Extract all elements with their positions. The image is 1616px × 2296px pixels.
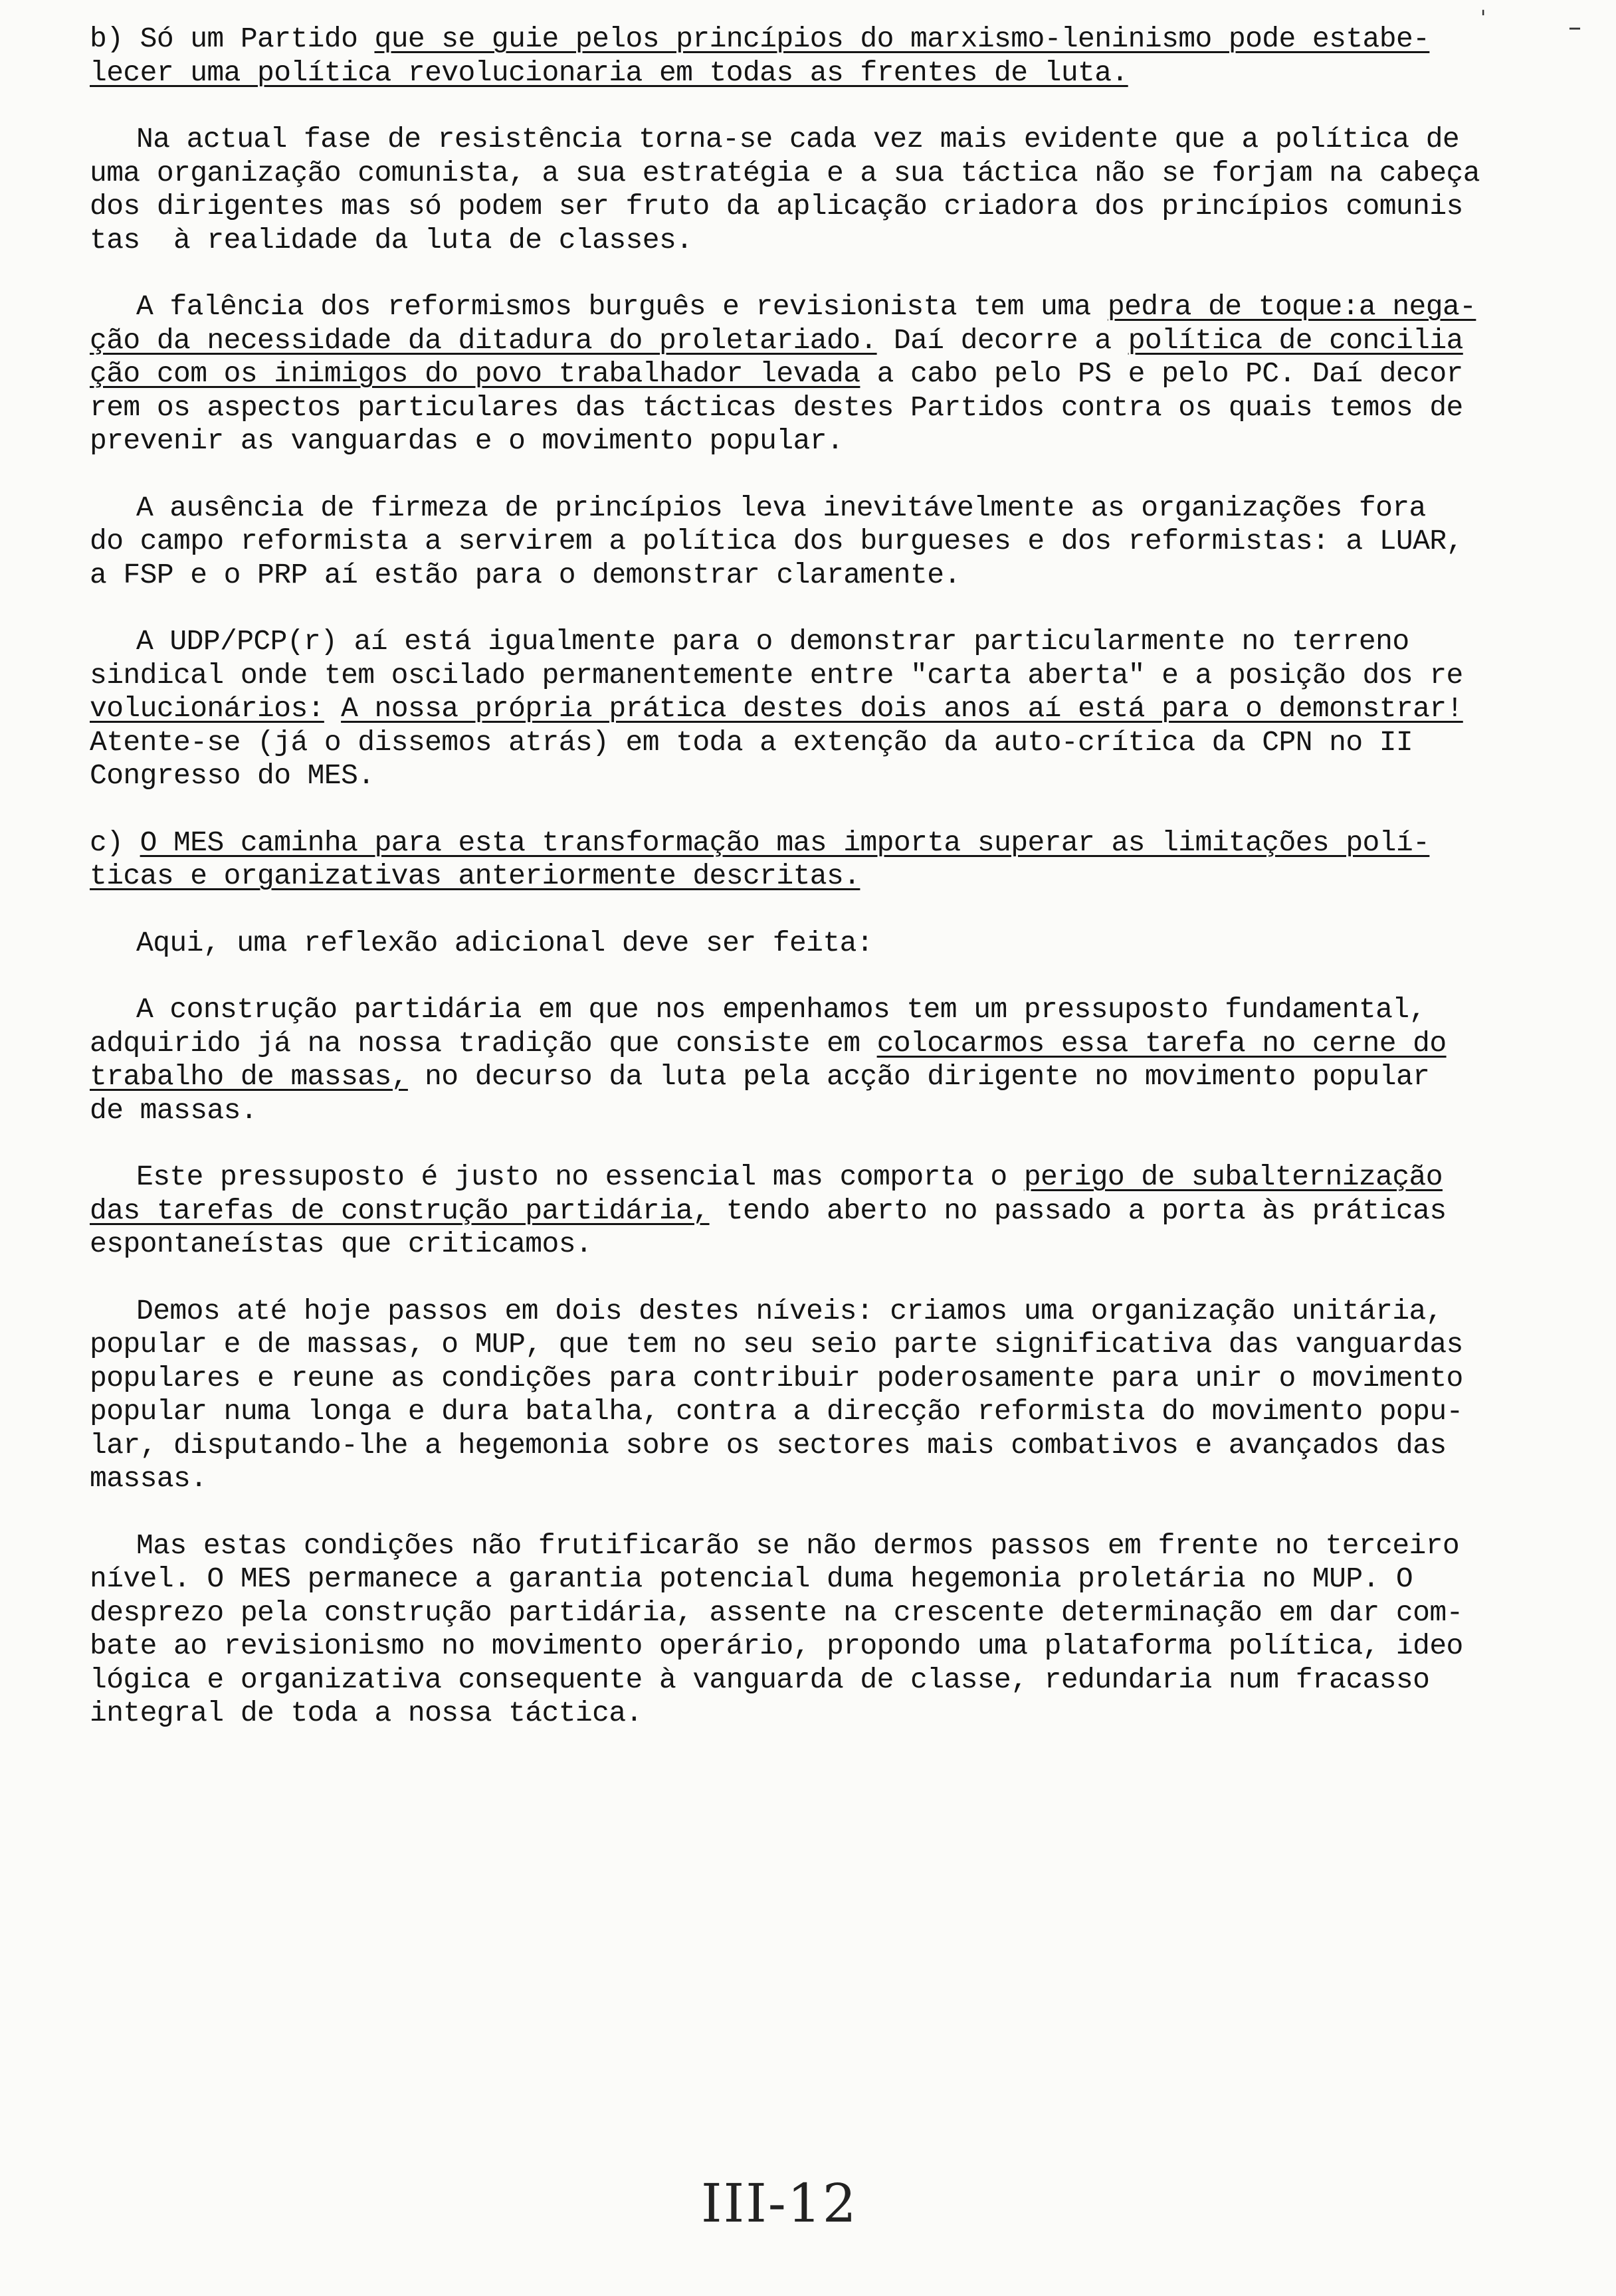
text-segment: uma organização comunista, a sua estratégia e a sua táctica não se forjam na cabeça (90, 156, 1480, 189)
text-line (90, 927, 1495, 961)
text-segment: Na actual fase de resistência torna-se cada vez mais evidente que a política de (136, 123, 1460, 155)
text-line (90, 1395, 1495, 1429)
text-line (90, 1664, 1495, 1697)
text-line (90, 1027, 1495, 1061)
text-segment: no decurso da luta pela acção dirigente no movimento popular (407, 1060, 1430, 1093)
text-segment: populares e reune as condições para contribuir poderosamente para unir o movimento (90, 1361, 1463, 1394)
text-line (90, 425, 1495, 458)
text-line (90, 157, 1495, 191)
text-segment: A construção partidária em que nos empenhamos tem um pressuposto fundamental, (136, 993, 1426, 1026)
text-line (90, 1228, 1495, 1262)
text-line (90, 23, 1495, 56)
underlined-text: das tarefas de construção partidária, (90, 1194, 710, 1227)
text-segment: lógica e organizativa consequente à vanguarda de classe, redundaria num fracasso (90, 1663, 1430, 1696)
text-line (90, 1060, 1495, 1094)
text-line (90, 56, 1495, 90)
paragraph (90, 1529, 1495, 1731)
underlined-text: ção da necessidade da ditadura do proletariado. (90, 324, 877, 357)
text-segment (324, 692, 341, 725)
text-segment: a FSP e o PRP aí estão para o demonstrar claramente. (90, 558, 961, 591)
text-segment: Atente-se (já o dissemos atrás) em toda a extenção da auto-crítica da CPN no II (90, 725, 1413, 759)
text-line (90, 1429, 1495, 1463)
underlined-text: política de concilia (1128, 324, 1463, 357)
text-segment: popular e de massas, o MUP, que tem no seu seio parte significativa das vanguardas (90, 1328, 1463, 1361)
text-line (90, 492, 1495, 526)
paragraph (90, 993, 1495, 1127)
text-line (90, 559, 1495, 593)
text-line (90, 391, 1495, 425)
text-segment: desprezo pela construção partidária, assente na crescente determinação em dar com- (90, 1596, 1463, 1629)
text-segment: A falência dos reformismos burguês e revisionista tem uma (136, 290, 1108, 323)
text-line (90, 826, 1495, 860)
text-segment: sindical onde tem oscilado permanentemente entre "carta aberta" e a posição dos re (90, 658, 1463, 692)
underlined-text: pedra de toque:a nega- (1107, 290, 1476, 323)
text-segment: de massas. (90, 1094, 258, 1127)
text-line (90, 1195, 1495, 1228)
margin-tick-mark: ' (1480, 7, 1486, 30)
text-line (90, 726, 1495, 760)
text-line (90, 860, 1495, 894)
text-line (90, 190, 1495, 224)
underlined-text: trabalho de massas, (90, 1060, 408, 1093)
text-line (90, 1697, 1495, 1731)
text-segment: c) (90, 826, 140, 859)
text-line (90, 759, 1495, 793)
paragraph (90, 927, 1495, 961)
text-segment: A UDP/PCP(r) aí está igualmente para o demonstrar particularmente no terreno (136, 625, 1409, 658)
paragraph (90, 123, 1495, 257)
text-line (90, 1529, 1495, 1563)
text-line (90, 1596, 1495, 1630)
text-segment: dos dirigentes mas só podem ser fruto da aplicação criadora dos princípios comunis (90, 190, 1463, 223)
paragraph (90, 290, 1495, 458)
text-segment: espontaneístas que criticamos. (90, 1228, 593, 1260)
text-line (90, 659, 1495, 693)
underlined-text: lecer uma política revolucionaria em todas as frentes de luta. (90, 56, 1128, 89)
text-segment: b) Só um Partido (90, 23, 375, 55)
text-segment: tas à realidade da luta de classes. (90, 223, 693, 256)
text-line (90, 1563, 1495, 1596)
text-segment: Daí decorre a (876, 324, 1128, 357)
text-segment: popular numa longa e dura batalha, contra a direcção reformista do movimento popu- (90, 1395, 1463, 1428)
text-line (90, 290, 1495, 324)
underlined-text: ção com os inimigos do povo trabalhador levada (90, 357, 860, 390)
text-segment: integral de toda a nossa táctica. (90, 1697, 643, 1729)
text-segment: lar, disputando-lhe a hegemonia sobre os sectores mais combativos e avançados das (90, 1428, 1447, 1462)
paragraph (90, 492, 1495, 593)
text-line (90, 357, 1495, 391)
text-line (90, 625, 1495, 659)
underlined-text: A nossa própria prática destes dois anos aí está para o demonstrar! (341, 692, 1463, 725)
text-line (90, 324, 1495, 358)
paragraph (90, 23, 1495, 90)
underlined-text: O MES caminha para esta transformação mas importa superar as limitações polí- (140, 826, 1430, 859)
text-segment: adquirido já na nossa tradição que consiste em (90, 1026, 877, 1060)
text-line (90, 1462, 1495, 1496)
paragraph (90, 826, 1495, 894)
underlined-text: que se guie pelos princípios do marxismo-leninismo pode estabe- (374, 23, 1430, 55)
paragraph (90, 1161, 1495, 1262)
text-line (90, 1362, 1495, 1396)
text-line (90, 692, 1495, 726)
underlined-text: volucionários: (90, 692, 324, 725)
text-line (90, 1328, 1495, 1362)
document-body (90, 23, 1495, 1764)
text-segment: Congresso do MES. (90, 759, 375, 792)
text-segment: prevenir as vanguardas e o movimento popular. (90, 425, 844, 457)
text-segment: bate ao revisionismo no movimento operário, propondo uma plataforma política, ideo (90, 1630, 1463, 1662)
text-segment: Este pressuposto é justo no essencial mas comporta o (136, 1161, 1024, 1193)
text-segment: A ausência de firmeza de princípios leva inevitávelmente as organizações fora (136, 491, 1426, 524)
text-line (90, 224, 1495, 258)
underlined-text: ticas e organizativas anteriormente descritas. (90, 860, 860, 892)
text-line (90, 123, 1495, 157)
text-segment: Demos até hoje passos em dois destes níveis: criamos uma organização unitária, (136, 1294, 1443, 1327)
text-segment: tendo aberto no passado a porta às práticas (709, 1194, 1447, 1227)
text-line (90, 993, 1495, 1027)
text-line (90, 1630, 1495, 1664)
text-line (90, 1161, 1495, 1195)
underlined-text: colocarmos essa tarefa no cerne do (876, 1026, 1447, 1060)
paragraph (90, 1295, 1495, 1496)
paragraph (90, 625, 1495, 793)
text-segment: massas. (90, 1462, 207, 1495)
text-segment: do campo reformista a servirem a política dos burgueses e dos reformistas: a LUAR, (90, 525, 1463, 557)
underlined-text: perigo de subalternização (1023, 1161, 1443, 1193)
text-segment: rem os aspectos particulares das tácticas destes Partidos contra os quais temos de (90, 391, 1463, 424)
text-segment: Aqui, uma reflexão adicional deve ser feita: (136, 926, 873, 959)
text-segment: Mas estas condições não frutificarão se não dermos passos em frente no terceiro (136, 1529, 1460, 1562)
text-segment: a cabo pelo PS e pelo PC. Daí decor (860, 357, 1463, 390)
text-segment: nível. O MES permanece a garantia potencial duma hegemonia proletária no MUP. O (90, 1563, 1413, 1595)
text-line (90, 1295, 1495, 1329)
text-line (90, 525, 1495, 559)
page-number: III-12 (701, 2172, 858, 2234)
text-line (90, 1094, 1495, 1128)
margin-dash-mark: – (1568, 12, 1581, 43)
